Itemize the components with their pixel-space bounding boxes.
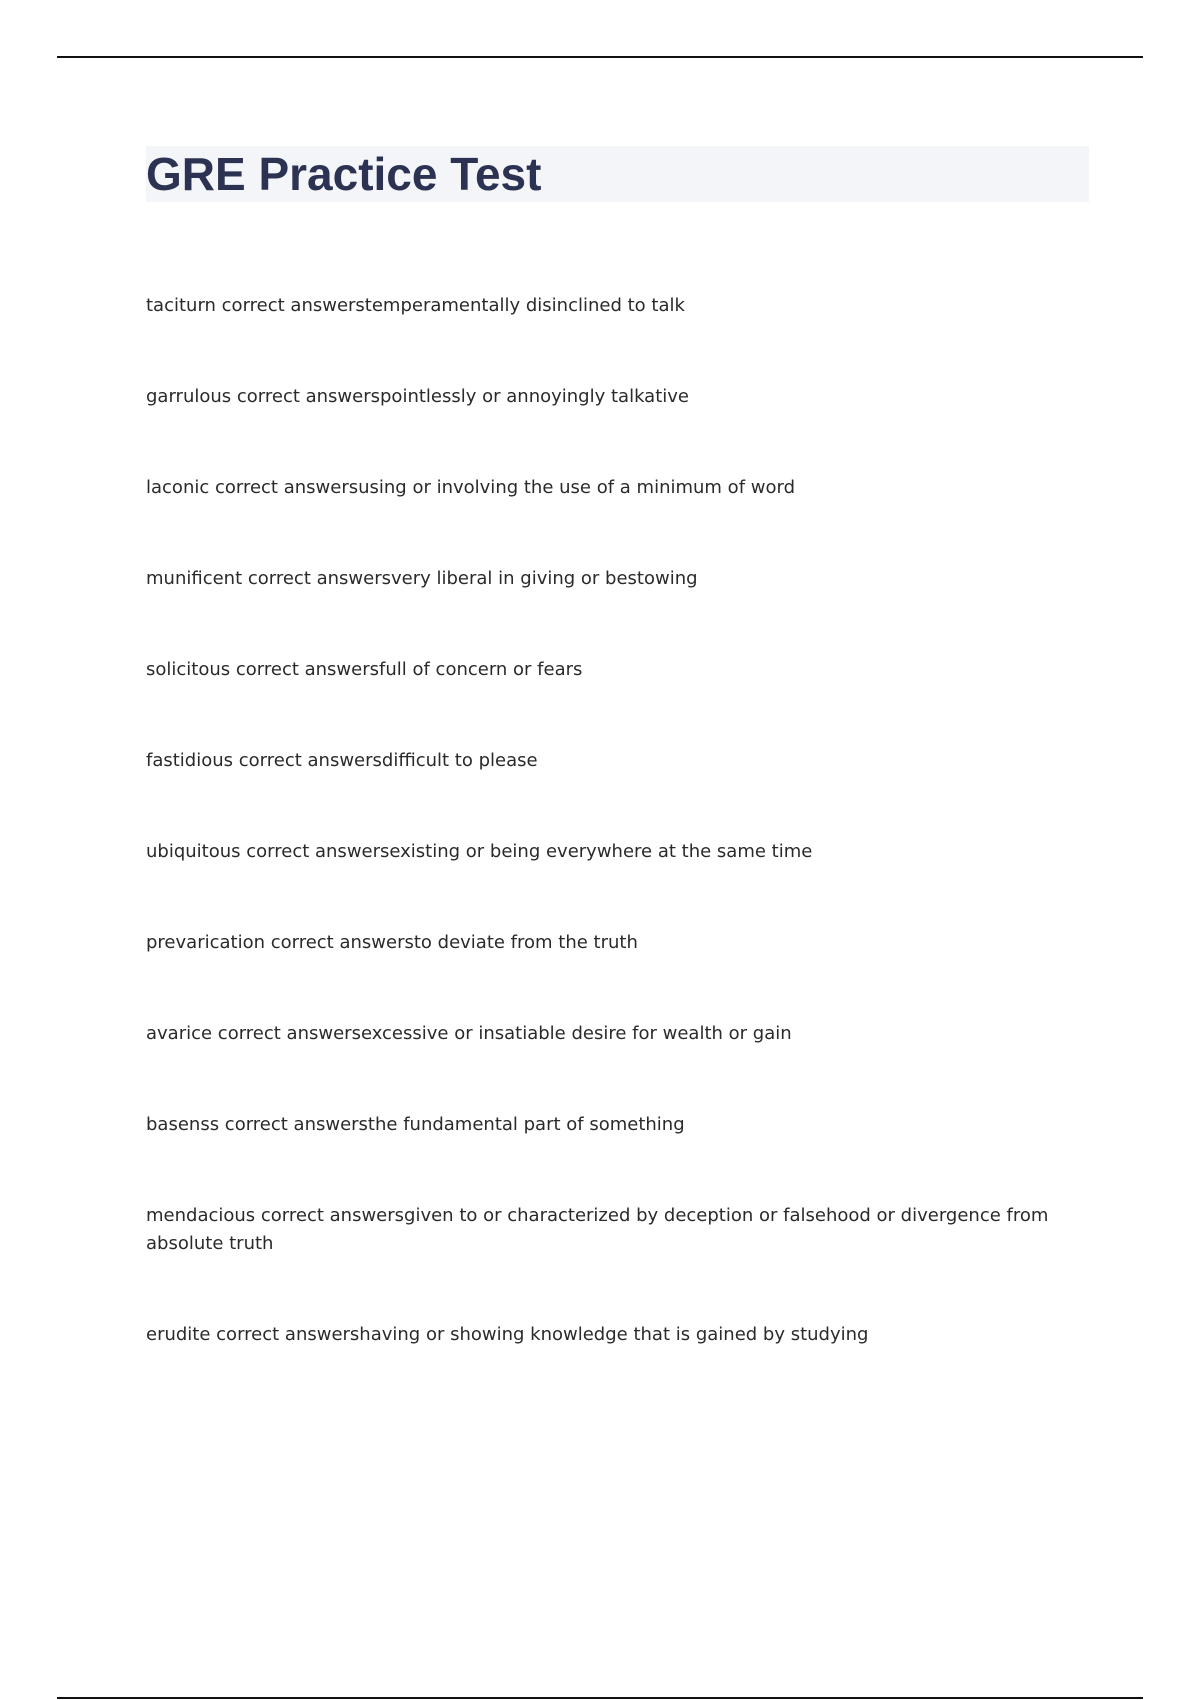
entry-taciturn: taciturn correct answerstemperamentally disinclined to talk	[146, 295, 685, 316]
bottom-rule	[57, 1697, 1143, 1699]
entry-solicitous: solicitous correct answersfull of concern or fears	[146, 659, 583, 680]
entry-prevarication: prevarication correct answersto deviate from the truth	[146, 932, 638, 953]
entry-erudite: erudite correct answershaving or showing knowledge that is gained by studying	[146, 1324, 869, 1345]
entry-garrulous: garrulous correct answerspointlessly or annoyingly talkative	[146, 386, 689, 407]
entry-laconic: laconic correct answersusing or involving the use of a minimum of word	[146, 477, 795, 498]
page-title: GRE Practice Test	[146, 148, 542, 200]
entry-mendacious: mendacious correct answersgiven to or characterized by deception or falsehood or divergence from absolute truth	[146, 1205, 1049, 1254]
entry-munificent: munificent correct answersvery liberal in giving or bestowing	[146, 568, 698, 589]
top-rule	[57, 56, 1143, 58]
entry-fastidious: fastidious correct answersdifficult to please	[146, 750, 538, 771]
entry-basenss: basenss correct answersthe fundamental part of something	[146, 1114, 685, 1135]
entry-ubiquitous: ubiquitous correct answersexisting or being everywhere at the same time	[146, 841, 813, 862]
entry-avarice: avarice correct answersexcessive or insatiable desire for wealth or gain	[146, 1023, 792, 1044]
